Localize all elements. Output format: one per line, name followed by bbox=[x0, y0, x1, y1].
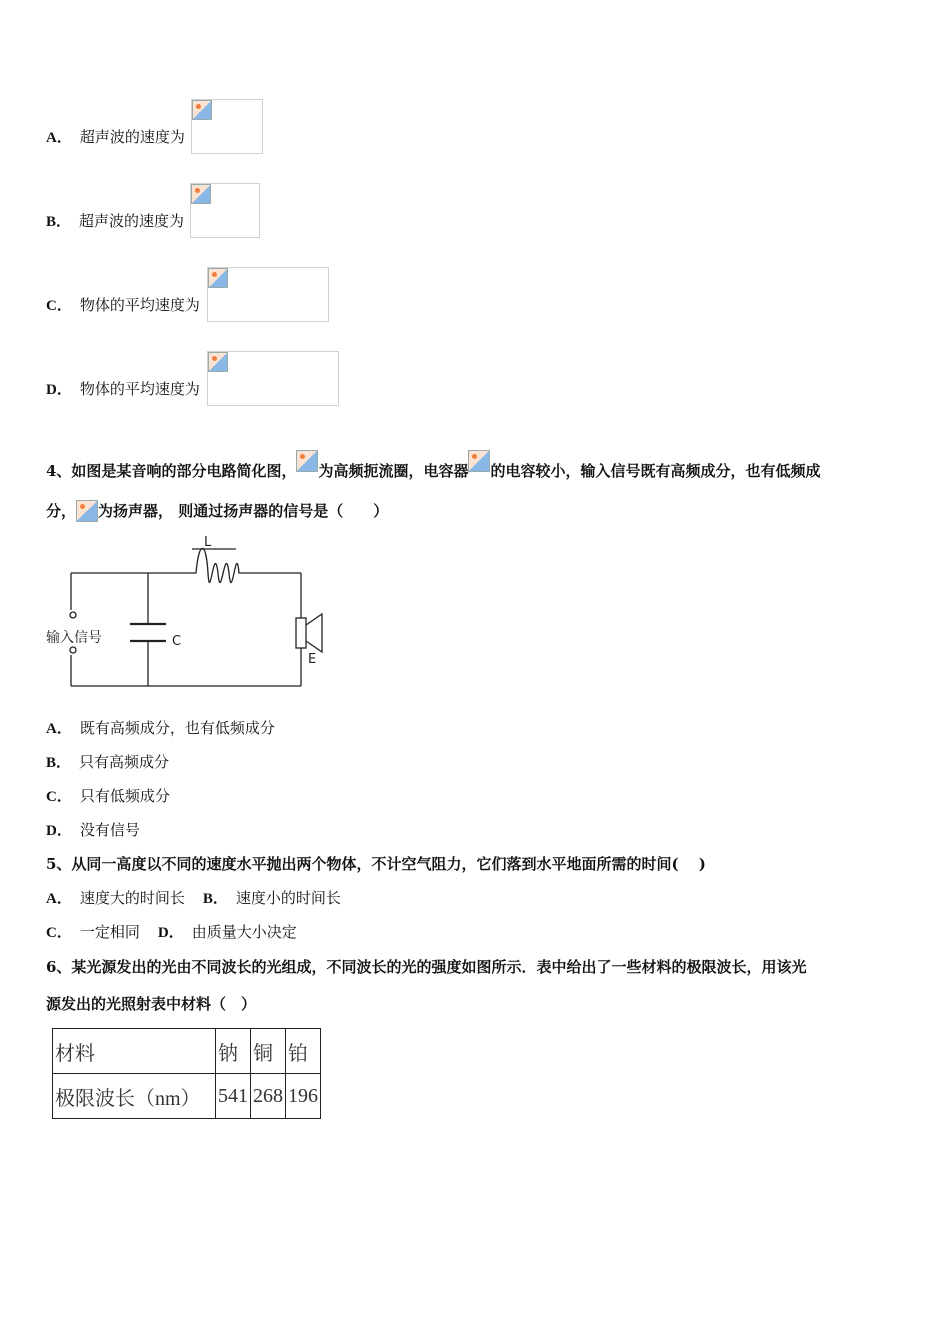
q4-text: 的电容较小，输入信号既有高频成分，也有低频成 bbox=[490, 462, 821, 480]
q4-text: 分， bbox=[46, 502, 77, 520]
broken-image-icon bbox=[208, 352, 228, 372]
option-label: B． bbox=[46, 214, 72, 230]
option-label: B． bbox=[202, 891, 228, 907]
option-text: 既有高频成分，也有低频成分 bbox=[79, 719, 275, 737]
table-cell: 铂 bbox=[286, 1029, 321, 1074]
q3-option-a bbox=[46, 126, 185, 147]
option-text: 由质量大小决定 bbox=[191, 923, 297, 941]
q4-option-b bbox=[46, 751, 169, 772]
option-label: C． bbox=[46, 789, 72, 805]
formula-image bbox=[191, 99, 263, 154]
option-label: C． bbox=[46, 925, 72, 941]
option-text: 物体的平均速度为 bbox=[79, 380, 200, 398]
q4-stem-line1 bbox=[46, 450, 820, 481]
option-label: A． bbox=[46, 130, 72, 146]
option-label: C． bbox=[46, 298, 72, 314]
broken-image-icon bbox=[208, 268, 228, 288]
table-row bbox=[53, 1074, 321, 1119]
table-cell: 铜 bbox=[251, 1029, 286, 1074]
option-label: B． bbox=[46, 755, 72, 771]
formula-image bbox=[207, 267, 329, 322]
option-text: 速度大的时间长 bbox=[79, 889, 185, 907]
input-terminal bbox=[70, 612, 76, 618]
input-signal-label: 输入信号 bbox=[46, 630, 102, 646]
speaker-body bbox=[296, 618, 306, 648]
q3-option-b bbox=[46, 210, 184, 231]
table-cell: 钠 bbox=[216, 1029, 251, 1074]
speaker-symbol-image bbox=[76, 500, 98, 522]
q4-option-a bbox=[46, 717, 275, 738]
q5-stem: 5、从同一高度以不同的速度水平抛出两个物体，不计空气阻力，它们落到水平地面所需的时间( ) bbox=[46, 855, 706, 873]
table-cell: 196 bbox=[286, 1074, 321, 1119]
q3-option-c bbox=[46, 294, 200, 315]
table-cell: 268 bbox=[251, 1074, 286, 1119]
inductor-coil bbox=[192, 548, 242, 582]
speaker-cone bbox=[306, 614, 322, 652]
table-row bbox=[53, 1029, 321, 1074]
broken-image-icon bbox=[192, 100, 212, 120]
q5-options-row2 bbox=[46, 921, 297, 942]
q4-option-c bbox=[46, 785, 170, 806]
q4-stem-line2 bbox=[46, 500, 388, 522]
input-terminal bbox=[70, 647, 76, 653]
broken-image-icon bbox=[191, 184, 211, 204]
q4-option-d bbox=[46, 819, 140, 840]
option-label: D． bbox=[46, 823, 72, 839]
circuit-diagram bbox=[40, 530, 340, 695]
q6-stem-line2: 源发出的光照射表中材料（ ） bbox=[46, 995, 257, 1013]
table-cell: 极限波长（nm） bbox=[53, 1074, 216, 1119]
option-text: 没有信号 bbox=[79, 821, 140, 839]
table-cell: 材料 bbox=[53, 1029, 216, 1074]
q4-text: 4、如图是某音响的部分电路简化图， bbox=[46, 462, 297, 480]
formula-image bbox=[207, 351, 339, 406]
table-cell: 541 bbox=[216, 1074, 251, 1119]
option-text: 超声波的速度为 bbox=[79, 212, 185, 230]
option-label: D． bbox=[46, 382, 72, 398]
capacitor-label: C bbox=[172, 634, 182, 649]
option-text: 只有低频成分 bbox=[79, 787, 170, 805]
material-table bbox=[52, 1028, 321, 1119]
option-label: A． bbox=[46, 891, 72, 907]
formula-image bbox=[190, 183, 260, 238]
option-label: A． bbox=[46, 721, 72, 737]
option-text: 物体的平均速度为 bbox=[79, 296, 200, 314]
option-text: 超声波的速度为 bbox=[79, 128, 185, 146]
q4-text: 为高频扼流圈，电容器 bbox=[318, 462, 469, 480]
option-label: D． bbox=[157, 925, 184, 941]
inductor-label: L bbox=[204, 535, 212, 550]
q6-stem-line1: 6、某光源发出的光由不同波长的光组成，不同波长的光的强度如图所示．表中给出了一些材料的极限波长，用该光 bbox=[46, 958, 807, 976]
option-text: 速度小的时间长 bbox=[235, 889, 341, 907]
q3-option-d bbox=[46, 378, 200, 399]
q5-options-row1 bbox=[46, 887, 341, 908]
capacitor-symbol-image bbox=[468, 450, 490, 472]
option-text: 只有高频成分 bbox=[79, 753, 170, 771]
q4-text: 为扬声器， 则通过扬声器的信号是（ ） bbox=[98, 502, 389, 520]
speaker-label: E bbox=[308, 652, 317, 667]
option-text: 一定相同 bbox=[79, 923, 140, 941]
inductor-symbol-image bbox=[296, 450, 318, 472]
